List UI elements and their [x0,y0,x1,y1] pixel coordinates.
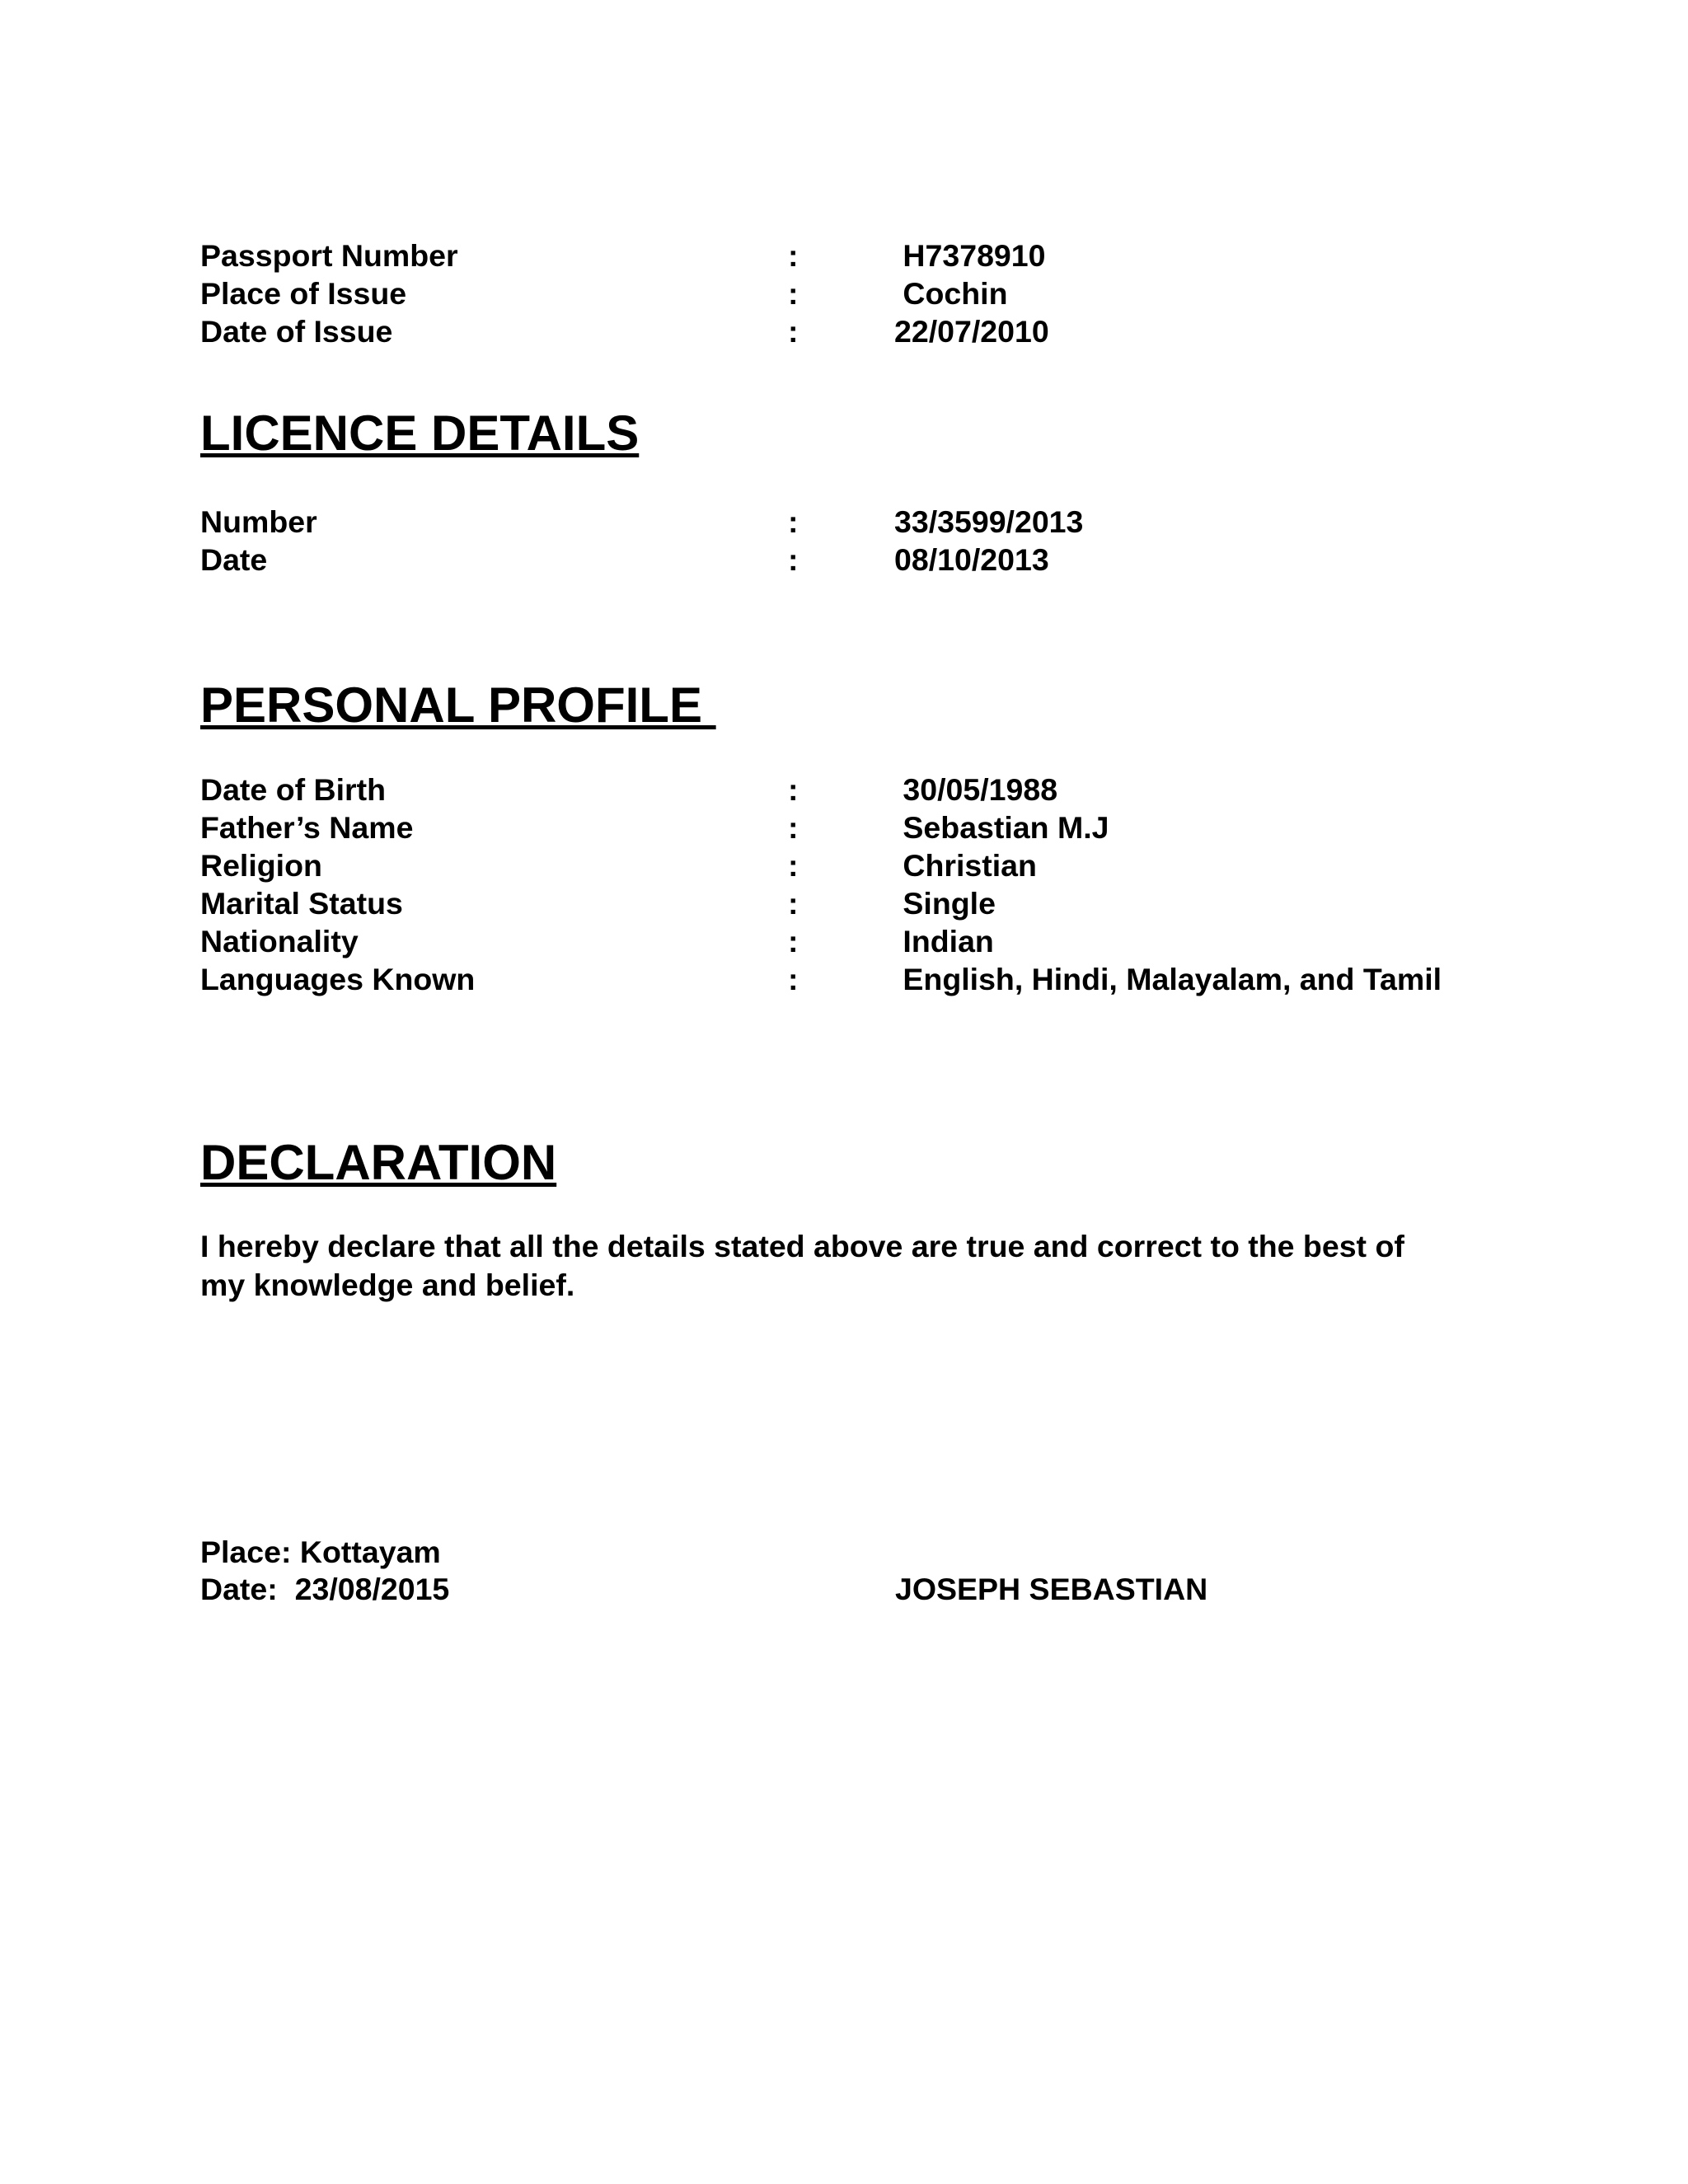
place-of-issue-label: Place of Issue [200,276,407,311]
date-text: Date: 23/08/2015 [200,1572,450,1606]
date-of-issue-label: Date of Issue [200,314,393,349]
separator-colon: : [788,886,799,921]
date-of-birth-value: 30/05/1988 [894,772,1058,807]
licence-number-label: Number [200,504,317,539]
languages-known-label: Languages Known [200,962,476,996]
fathers-name-label: Father’s Name [200,810,414,845]
passport-number-value: H7378910 [894,238,1046,273]
licence-date-label: Date [200,542,268,577]
declaration-text-line-2: my knowledge and belief. [200,1268,575,1302]
separator-colon: : [788,276,799,311]
separator-colon: : [788,504,799,539]
licence-date-value: 08/10/2013 [894,542,1049,577]
licence-number-value: 33/3599/2013 [894,504,1084,539]
marital-status-label: Marital Status [200,886,403,921]
date-of-birth-label: Date of Birth [200,772,386,807]
place-of-issue-value: Cochin [894,276,1008,311]
languages-known-value: English, Hindi, Malayalam, and Tamil [894,962,1442,996]
separator-colon: : [788,542,799,577]
religion-label: Religion [200,848,322,883]
separator-colon: : [788,810,799,845]
signature-name: JOSEPH SEBASTIAN [895,1572,1208,1606]
separator-colon: : [788,238,799,273]
personal-profile-heading: PERSONAL PROFILE [200,677,716,733]
date-of-issue-value: 22/07/2010 [894,314,1049,349]
fathers-name-value: Sebastian M.J [894,810,1109,845]
nationality-label: Nationality [200,924,359,958]
passport-number-label: Passport Number [200,238,458,273]
separator-colon: : [788,924,799,958]
separator-colon: : [788,314,799,349]
nationality-value: Indian [894,924,994,958]
licence-details-heading: LICENCE DETAILS [200,405,640,461]
place-text: Place: Kottayam [200,1535,441,1569]
separator-colon: : [788,962,799,996]
declaration-text-line-1: I hereby declare that all the details stated above are true and correct to the best of [200,1229,1404,1263]
religion-value: Christian [894,848,1037,883]
separator-colon: : [788,772,799,807]
separator-colon: : [788,848,799,883]
marital-status-value: Single [894,886,996,921]
declaration-heading: DECLARATION [200,1135,557,1190]
